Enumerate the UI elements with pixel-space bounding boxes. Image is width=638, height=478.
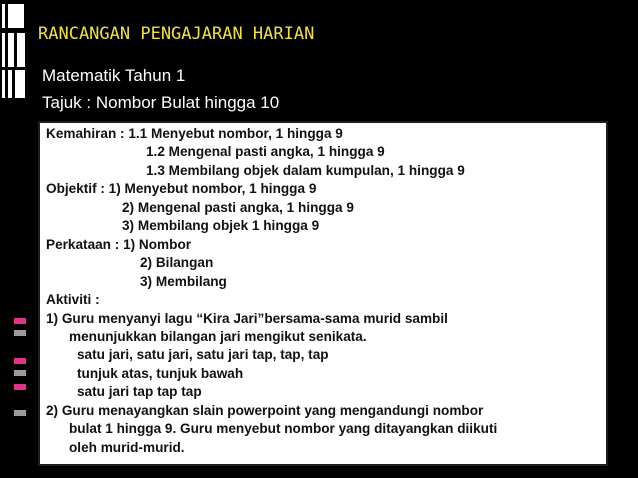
deco-gray-bar — [14, 370, 26, 376]
text-line: menunjukkan bilangan jari mengikut senikata. — [69, 328, 367, 344]
deco-pink-bar — [14, 358, 26, 364]
deco-bar — [2, 70, 5, 98]
text-line: Perkataan : 1) Nombor — [46, 236, 192, 252]
content-box — [38, 121, 608, 466]
text-line: Kemahiran : 1.1 Menyebut nombor, 1 hingga 9 — [46, 126, 343, 141]
text-line: tunjuk atas, tunjuk bawah — [77, 365, 244, 381]
deco-bar — [8, 70, 12, 98]
text-line: 2) Guru menayangkan slain powerpoint yang mengandungi nombor — [46, 402, 484, 418]
deco-bar — [15, 70, 25, 98]
left-decoration — [0, 0, 30, 478]
slide-subtitle: Matematik Tahun 1 — [42, 66, 186, 85]
deco-bar — [17, 33, 25, 67]
text-line: 2) Bilangan — [140, 255, 214, 271]
deco-pink-bar — [14, 318, 26, 324]
deco-bar — [2, 4, 5, 28]
deco-pink-bar — [14, 384, 26, 390]
text-line: satu jari, satu jari, satu jari tap, tap, tap — [77, 347, 329, 363]
slide-topic: Tajuk : Nombor Bulat hingga 10 — [42, 93, 280, 112]
text-line: Objektif : 1) Menyebut nombor, 1 hingga 9 — [46, 181, 317, 197]
text-line: 2) Mengenal pasti angka, 1 hingga 9 — [122, 199, 354, 215]
text-line: bulat 1 hingga 9. Guru menyebut nombor yang ditayangkan diikuti — [69, 421, 498, 437]
text-line: 1.2 Mengenal pasti angka, 1 hingga 9 — [146, 144, 385, 160]
slide-title: RANCANGAN PENGAJARAN HARIAN — [38, 24, 315, 44]
deco-bar — [2, 33, 5, 67]
text-line: Aktiviti : — [46, 292, 100, 308]
bottom-bar — [0, 470, 638, 478]
content-text — [46, 125, 600, 457]
text-line: 1) Guru menyanyi lagu “Kira Jari”bersama-sama murid sambil — [46, 310, 448, 326]
text-line: oleh murid-murid. — [69, 439, 185, 455]
deco-bar — [8, 4, 24, 28]
deco-bar — [8, 33, 14, 67]
deco-gray-bar — [14, 330, 26, 336]
text-line: 3) Membilang objek 1 hingga 9 — [122, 218, 320, 234]
text-line: 1.3 Membilang objek dalam kumpulan, 1 hingga 9 — [146, 162, 465, 178]
text-line: satu jari tap tap tap — [77, 384, 202, 400]
deco-gray-bar — [14, 410, 26, 416]
text-line: 3) Membilang — [140, 273, 227, 289]
